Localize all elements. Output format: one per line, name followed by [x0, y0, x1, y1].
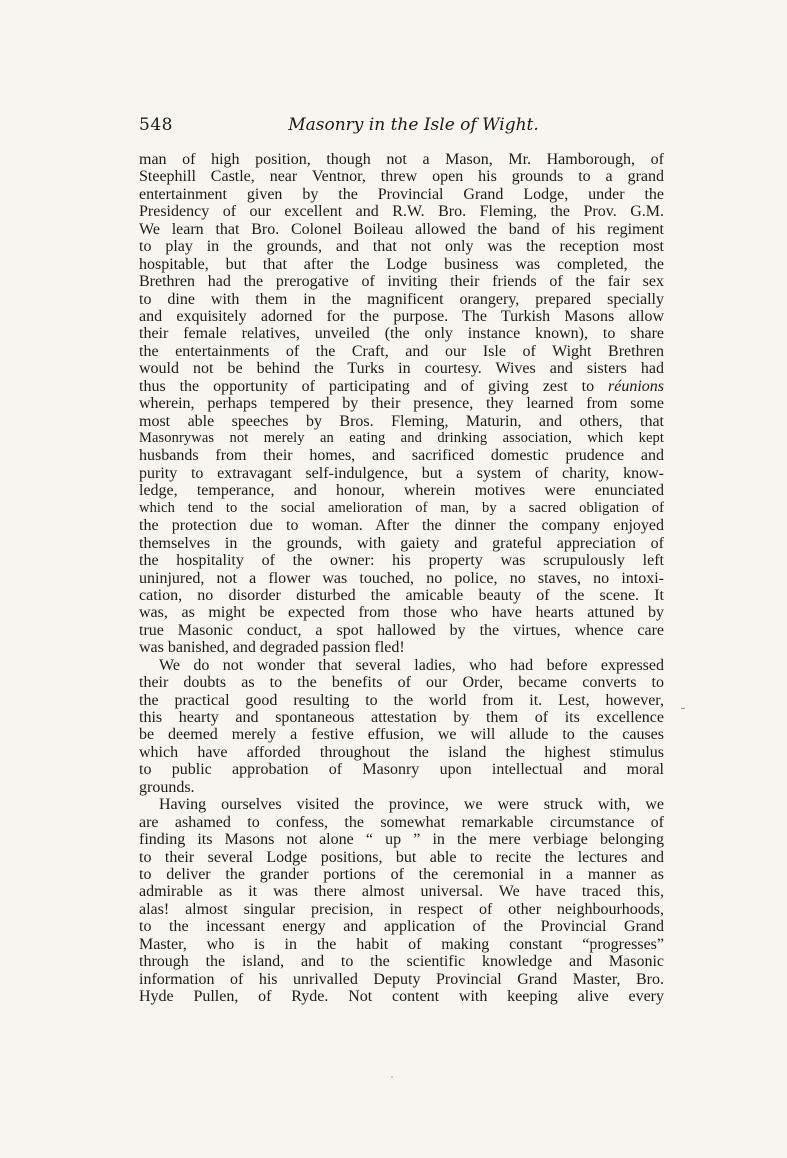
- text-line: ledge, temperance, and honour, wherein motives were enunciated: [139, 482, 664, 500]
- text-line: true Masonic conduct, a spot hallowed by the virtues, whence care: [139, 621, 664, 639]
- text-line: Masonrywas not merely an eating and drinking association, which kept: [139, 430, 664, 446]
- text-line: their doubts as to the benefits of our Order, became converts to: [139, 674, 664, 692]
- text-line: to dine with them in the magnificent orangery, prepared specially: [139, 290, 664, 308]
- running-title: Masonry in the Isle of Wight.: [288, 115, 539, 135]
- text-line: and exquisitely adorned for the purpose. The Turkish Masons allow: [139, 307, 664, 325]
- text-line: cation, no disorder disturbed the amicable beauty of the scene. It: [139, 586, 664, 604]
- text-line: the entertainments of the Craft, and our Isle of Wight Brethren: [139, 342, 664, 360]
- text-line: through the island, and to the scientific knowledge and Masonic: [139, 953, 664, 971]
- text-line: hospitable, but that after the Lodge business was completed, the: [139, 255, 664, 273]
- text-line: would not be behind the Turks in courtesy. Wives and sisters had: [139, 360, 664, 378]
- text-line: grounds.: [139, 778, 195, 796]
- text-line: are ashamed to confess, the somewhat remarkable circumstance of: [139, 813, 664, 831]
- page-number: 548: [139, 115, 173, 135]
- paper-speck: [391, 1076, 393, 1078]
- text-line: this hearty and spontaneous attestation by them of its excellence: [139, 709, 664, 726]
- text-line: purity to extravagant self-indulgence, but a system of charity, know-: [139, 464, 664, 482]
- text-line: Presidency of our excellent and R.W. Bro. Fleming, the Prov. G.M.: [139, 203, 664, 221]
- text-line: which have afforded throughout the island the highest stimulus: [139, 743, 664, 761]
- running-head: [139, 115, 664, 141]
- text-line: uninjured, not a flower was touched, no police, no staves, no intoxi-: [139, 569, 664, 587]
- text-line: which tend to the social amelioration of man, by a sacred obligation of: [139, 499, 664, 516]
- text-line: to their several Lodge positions, but able to recite the lectures and: [139, 848, 664, 866]
- text-line: Steephill Castle, near Ventnor, threw open his grounds to a grand: [139, 168, 664, 186]
- body-text: [139, 151, 664, 1005]
- text-line: We learn that Bro. Colonel Boileau allowed the band of his regiment: [139, 220, 664, 238]
- text-line: was banished, and degraded passion fled!: [139, 639, 405, 657]
- text-line: entertainment given by the Provincial Grand Lodge, under the: [139, 185, 664, 203]
- text-line: was, as might be expected from those who have hearts attuned by: [139, 604, 664, 622]
- text-line: to public approbation of Masonry upon intellectual and moral: [139, 761, 664, 779]
- text-line: themselves in the grounds, with gaiety and grateful appreciation of: [139, 534, 664, 552]
- text-line: finding its Masons not alone “ up ” in the mere verbiage belonging: [139, 831, 664, 849]
- text-line: information of his unrivalled Deputy Provincial Grand Master, Bro.: [139, 970, 664, 988]
- text-line: man of high position, though not a Mason, Mr. Hamborough, of: [139, 151, 664, 168]
- text-line: the practical good resulting to the world from it. Lest, however,: [139, 691, 664, 709]
- text-line: most able speeches by Bros. Fleming, Maturin, and others, that: [139, 412, 664, 430]
- text-line: Brethren had the prerogative of inviting their friends of the fair sex: [139, 273, 664, 291]
- text-line: the protection due to woman. After the dinner the company enjoyed: [139, 517, 664, 535]
- text-line: their female relatives, unveiled (the only instance known), to share: [139, 325, 664, 343]
- text-line: be deemed merely a festive effusion, we will allude to the causes: [139, 726, 664, 744]
- margin-mark: [681, 708, 685, 709]
- text-line: thus the opportunity of participating and of giving zest to réunions: [139, 377, 664, 395]
- text-line: Master, who is in the habit of making constant “progresses”: [139, 935, 664, 953]
- text-line: We do not wonder that several ladies, who had before expressed: [159, 656, 664, 674]
- text-line: alas! almost singular precision, in respect of other neighbourhoods,: [139, 900, 664, 918]
- text-line: to deliver the grander portions of the ceremonial in a manner as: [139, 865, 664, 883]
- text-line: wherein, perhaps tempered by their presence, they learned from some: [139, 395, 664, 413]
- text-line: the hospitality of the owner: his property was scrupulously left: [139, 552, 664, 570]
- text-line: husbands from their homes, and sacrificed domestic prudence and: [139, 447, 664, 465]
- text-line: Hyde Pullen, of Ryde. Not content with keeping alive every: [139, 988, 664, 1005]
- text-line: to the incessant energy and application of the Provincial Grand: [139, 918, 664, 936]
- text-line: Having ourselves visited the province, we were struck with, we: [159, 796, 664, 814]
- text-line: admirable as it was there almost universal. We have traced this,: [139, 883, 664, 901]
- text-line: to play in the grounds, and that not only was the reception most: [139, 238, 664, 256]
